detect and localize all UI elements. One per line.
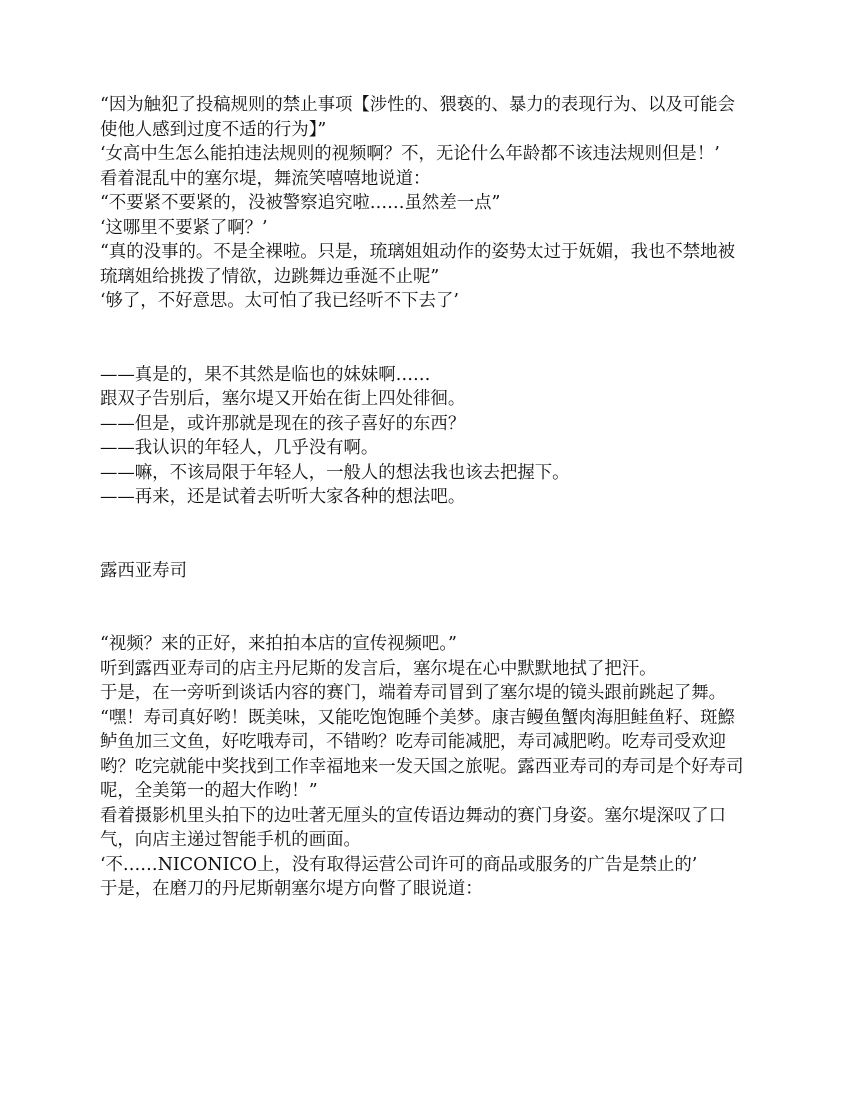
paragraph: 听到露西亚寿司的店主丹尼斯的发言后，塞尔堤在心中默默地拭了把汗。 xyxy=(100,658,657,679)
paragraph: ——真是的，果不其然是临也的妹妹啊…… xyxy=(100,364,431,385)
paragraph: ‘这哪里不要紧了啊？’ xyxy=(100,217,268,238)
paragraph: ——再来，还是试着去听听大家各种的想法吧。 xyxy=(100,487,466,507)
section-break xyxy=(100,583,750,632)
section-break xyxy=(100,510,750,559)
paragraph: ——嘛，不该局限于年轻人，一般人的想法我也该去把握下。 xyxy=(100,462,570,483)
paragraph: “视频？来的正好，来拍拍本店的宣传视频吧。” xyxy=(100,634,457,654)
dialogue-section-1 xyxy=(100,93,750,314)
sushi-section xyxy=(100,632,750,902)
paragraph: 于是，在磨刀的丹尼斯朝塞尔堤方向瞥了眼说道： xyxy=(100,879,483,899)
paragraph: “不要紧不要紧的，没被警察追究啦……虽然差一点” xyxy=(100,193,501,213)
paragraph: 于是，在一旁听到谈话内容的赛门，端着寿司冒到了塞尔堤的镜头跟前跳起了舞。 xyxy=(100,683,727,703)
paragraph: ‘不……NICONICO上，没有取得运营公司许可的商品或服务的广告是禁止的’ xyxy=(100,854,698,875)
paragraph: ‘够了，不好意思。太可怕了我已经听不下去了’ xyxy=(100,291,459,311)
document-page xyxy=(100,93,750,902)
paragraph: “真的没事的。不是全裸啦。只是，琉璃姐姐动作的姿势太过于妩媚，我也不禁地被琉璃姐给挑拨了情欲，边跳舞边垂涎不止呢” xyxy=(100,242,735,287)
paragraph: ——但是，或许那就是现在的孩子喜好的东西？ xyxy=(100,413,466,434)
paragraph: ——我认识的年轻人，几乎没有啊。 xyxy=(100,438,379,458)
paragraph: “因为触犯了投稿规则的禁止事项【涉性的、猥亵的、暴力的表现行为、以及可能会使他人感到过度不适的行为】” xyxy=(100,95,735,140)
paragraph: “嘿！寿司真好哟！既美味，又能吃饱饱睡个美梦。康吉鳗鱼蟹肉海胆鲑鱼籽、斑鰶鲈鱼加三文鱼，好吃哦寿司，不错哟？吃寿司能减肥，寿司减肥哟。吃寿司受欢迎哟？吃完就能中奖找到工作幸福地来一发天国之旅呢。露西亚寿司的寿司是个好寿司呢，全美第一的超大作哟！” xyxy=(100,707,744,801)
paragraph: 看着摄影机里头拍下的边吐著无厘头的宣传语边舞动的赛门身姿。塞尔堤深叹了口气，向店主递过智能手机的画面。 xyxy=(100,805,727,850)
section-break xyxy=(100,314,750,363)
paragraph: ‘女高中生怎么能拍违法规则的视频啊？不，无论什么年龄都不该违法规则但是！’ xyxy=(100,144,720,164)
paragraph: 跟双子告别后，塞尔堤又开始在街上四处徘徊。 xyxy=(100,389,466,409)
paragraph: 看着混乱中的塞尔堤，舞流笑嘻嘻地说道： xyxy=(100,168,431,189)
section-heading: 露西亚寿司 xyxy=(100,560,187,581)
monologue-section xyxy=(100,363,750,510)
